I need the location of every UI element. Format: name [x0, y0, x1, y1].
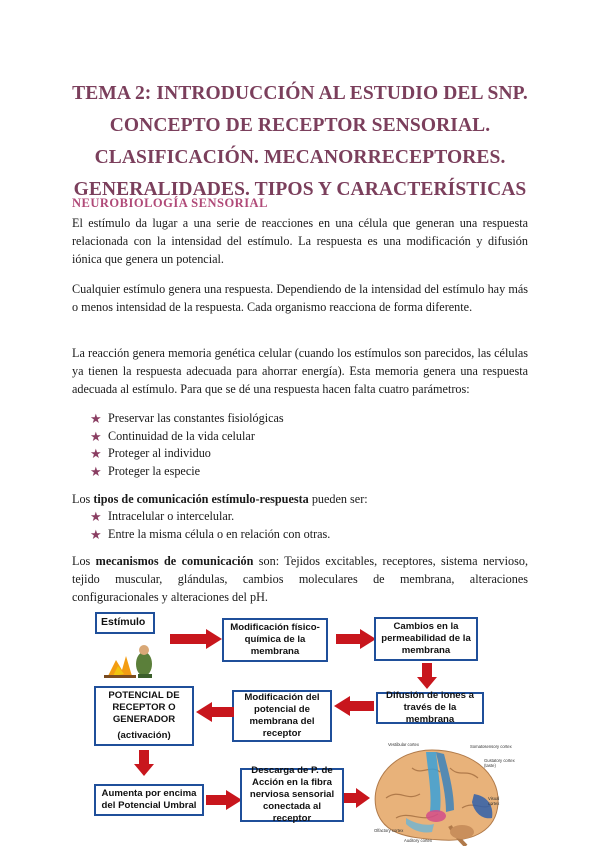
arrow-right-icon — [170, 629, 222, 649]
star-bullet-icon: ★ — [90, 428, 102, 444]
paragraph-2: Cualquier estímulo genera una respuesta. Dependiendo de la intensidad del estímulo hay más o menos intensidad de la respuesta. Cada organismo reacciona de forma diferente. — [72, 282, 528, 314]
star-bullet-icon: ★ — [90, 446, 102, 461]
paragraph-3: La reacción genera memoria genética celular (cuando los estímulos son parecidos, las células ya tienen la respuesta adecuada para ahorrar energía). Esta memoria genera una respuesta adecuada al estímulo. Para que se dé una respuesta hacen falta cuatro parámetros: — [72, 346, 528, 396]
paragraph-5: Los mecanismos de comunicación son: Tejidos excitables, receptores, sistema nervioso, tejido muscular, glándulas, cambios moleculares de membrana, alteraciones configuracionales y alteraciones del pH. — [72, 554, 528, 604]
modificacion-fisicoquimica-box: Modificación físico- química de la membrana — [222, 618, 328, 662]
list-item: ★ Entre la misma célula o en relación con otras. — [90, 526, 331, 542]
potencial-umbral-box: Aumenta por encima del Potencial Umbral — [94, 784, 204, 816]
brain-label-visual: Visual cortex — [488, 796, 500, 806]
descarga-potencial-accion-box: Descarga de P. de Acción en la fibra nerviosa sensorial conectada al receptor — [240, 768, 344, 822]
arrow-left-icon — [196, 702, 234, 722]
cambios-permeabilidad-box: Cambios en la permeabilidad de la membrana — [374, 617, 478, 661]
star-bullet-icon: ★ — [90, 463, 102, 479]
section-heading: NEUROBIOLOGÍA SENSORIAL — [72, 196, 268, 210]
brain-label-gustatory: Gustatory cortex (taste) — [484, 758, 515, 768]
title-line-4: GENERALIDADES. TIPOS Y CARACTERÍSTICAS — [73, 179, 527, 200]
document-title — [40, 78, 560, 206]
brain-label-vestibular: Vestibular cortex — [388, 742, 419, 747]
difusion-iones-box: Difusión de iones a través de la membrana — [376, 692, 484, 724]
list-item: ★ Intracelular o intercelular. — [90, 509, 235, 524]
arrow-right-icon — [336, 629, 376, 649]
list-item: ★ Proteger la especie — [90, 463, 201, 479]
star-bullet-icon: ★ — [90, 411, 102, 426]
estimulo-box: Estímulo — [95, 612, 155, 634]
title-line-3: CLASIFICACIÓN. MECANORRECEPTORES. — [94, 147, 506, 168]
paragraph-1: El estímulo da lugar a una serie de reacciones en una célula que generan una respuesta relacionada con la intensidad del estímulo. La respuesta es una modificación y difusión iónica que genera un potencial. — [72, 216, 528, 266]
arrow-right-icon — [206, 790, 242, 810]
potencial-receptor-box: POTENCIAL DE RECEPTOR O GENERADOR (activación) — [94, 686, 194, 746]
arrow-down-icon — [417, 663, 437, 689]
brain-label-somatosensory: Somatosensory cortex — [470, 744, 512, 749]
brain-label-olfactory: Olfactory cortex — [374, 828, 404, 833]
stimulus-illustration-icon — [100, 640, 156, 680]
star-bullet-icon: ★ — [90, 509, 102, 524]
title-line-2: CONCEPTO DE RECEPTOR SENSORIAL. — [109, 115, 491, 136]
list-item: ★ Preservar las constantes fisiológicas — [90, 411, 284, 426]
paragraph-4: Los tipos de comunicación estímulo-respuesta pueden ser: — [72, 492, 368, 506]
parameters-list — [90, 410, 284, 480]
brain-label-auditory: Auditory cortex — [404, 838, 432, 843]
title-line-1: TEMA 2: INTRODUCCIÓN AL ESTUDIO DEL SNP. — [72, 83, 528, 104]
arrow-down-icon — [134, 750, 154, 776]
comm-types-list — [90, 508, 330, 543]
modificacion-potencial-box: Modificación del potencial de membrana del receptor — [232, 690, 332, 742]
list-item: ★ Continuidad de la vida celular — [90, 428, 255, 444]
arrow-left-icon — [334, 696, 374, 716]
star-bullet-icon: ★ — [90, 526, 102, 542]
list-item: ★ Proteger al individuo — [90, 446, 211, 461]
